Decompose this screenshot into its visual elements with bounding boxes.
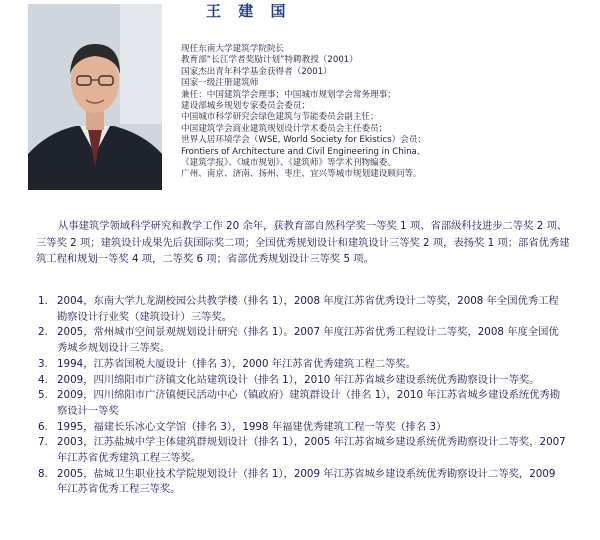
- person-name: 王 建 国: [206, 2, 292, 20]
- list-item-number: 6.: [38, 420, 48, 433]
- portrait-illustration: [28, 4, 162, 190]
- list-item: [38, 325, 566, 356]
- list-item-text: 1995，福建长乐冰心文学馆（排名 3），1998 年福建优秀建筑工程一等奖（排名 3）: [57, 420, 447, 433]
- bio-line: 国家杰出青年科学基金获得者（2001）: [181, 66, 332, 77]
- bio-line: 《建筑学报》、《城市规划》、《建筑师》等学术刊物编委。: [181, 158, 396, 169]
- bio-line: 世界人居环境学会（WSE, World Society for Ekistics）会员；: [181, 135, 427, 146]
- bio-line: 教育部“长江学者奖励计划”特聘教授（2001）: [181, 55, 358, 66]
- bio-line: Frontiers of Architecture and Civil Engineering in China、: [181, 146, 426, 157]
- list-item-text: 2004，东南大学九龙湖校园公共教学楼（排名 1），2008 年度江苏省优秀设计二等奖，2008 年全国优秀工程勘察设计行业奖（建筑设计）三等奖。: [57, 295, 559, 323]
- list-item: [38, 294, 566, 325]
- bio-line: 中国城市科学研究会绿色建筑与节能委员会副主任；: [181, 112, 379, 123]
- list-item-number: 5.: [38, 389, 48, 402]
- bio-line: 广州、南京、济南、扬州、枣庄、宜兴等城市规划建设顾问等。: [181, 169, 422, 180]
- list-item-number: 2.: [38, 326, 48, 339]
- bio-line: 现任东南大学建筑学院院长: [181, 44, 285, 54]
- bio-line: 兼任：中国建筑学会理事；中国城市规划学会常务理事；: [181, 89, 396, 100]
- list-item-text: 1994，江苏省国税大厦设计（排名 3），2000 年江苏省优秀建筑工程二等奖。: [57, 357, 416, 370]
- list-item-number: 3.: [38, 357, 48, 370]
- achievement-list: [38, 294, 566, 498]
- list-item-number: 4.: [38, 373, 48, 386]
- list-item: [38, 435, 566, 466]
- list-item-number: 7.: [38, 436, 48, 449]
- list-item: [38, 420, 566, 436]
- list-item: [38, 357, 566, 373]
- intro-paragraph: 从事建筑学领域科学研究和教学工作 20 余年，获教育部自然科学奖一等奖 1 项、省部级科技进步二等奖 2 项、三等奖 2 项；建筑设计成果先后获国际奖二项；全国优秀规划设计和建筑设计三等奖 2 项，表扬奖 1 项；部省优秀建筑工程和规划一等奖 4 项，二等奖 6 项；省部优秀规划设计三等奖 5 项。: [36, 220, 570, 266]
- list-item-text: 2005，盐城卫生职业技术学院规划设计（排名 1），2009 年江苏省城乡建设系统优秀勘察设计二等奖，2009 年江苏省优秀工程三等奖。: [57, 467, 556, 496]
- bio-block: [181, 44, 591, 181]
- bio-line: 国家一级注册建筑师: [181, 78, 259, 89]
- list-item-text: 2009，四川绵阳市广济镇文化站建筑设计（排名 1），2010 年江苏省城乡建设系统优秀勘察设计一等奖。: [57, 373, 540, 386]
- list-item-text: 2003，江苏盐城中学主体建筑群规划设计（排名 1），2005 年江苏省城乡建设系统优秀勘察设计二等奖，2007 年江苏省优秀建筑工程三等奖。: [57, 436, 566, 465]
- portrait-photo: [28, 4, 162, 190]
- list-item-text: 2005，常州城市空间景观规划设计研究（排名 1）。2007 年度江苏省优秀工程设计二等奖，2008 年度全国优秀城乡规划设计三等奖。: [57, 326, 559, 355]
- list-item: [38, 373, 566, 389]
- list-item-number: 1.: [38, 295, 48, 307]
- bio-line: 中国建筑学会商业建筑规划设计学术委员会主任委员；: [181, 123, 388, 134]
- list-item-number: 8.: [38, 467, 48, 480]
- list-item: [38, 467, 566, 498]
- bio-line: 建设部城乡规划专家委员会委员；: [181, 101, 310, 112]
- list-item-text: 2009，四川绵阳市广济镇便民活动中心（镇政府）建筑群设计（排名 1），2010 年江苏省城乡建设系统优秀勘察设计一等奖: [57, 389, 561, 417]
- list-item: [38, 388, 566, 419]
